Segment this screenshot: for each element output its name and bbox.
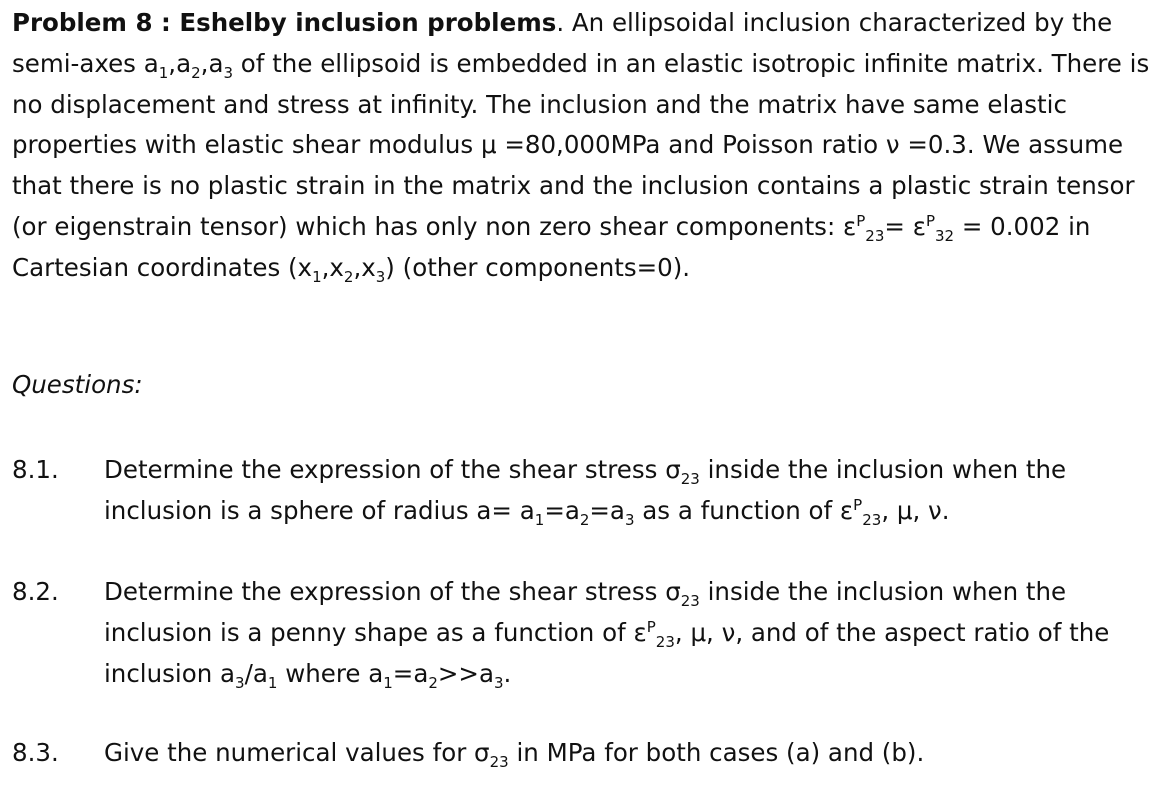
questions-heading: Questions:	[12, 370, 143, 399]
question-segment: >>a	[437, 658, 494, 688]
problem-text: ,x	[321, 252, 344, 282]
question-segment: in MPa for both cases (a) and (b).	[508, 738, 925, 767]
subscript: 23	[655, 632, 675, 651]
question-segment: , μ, ν, and of the aspect ratio of the inclusion a	[104, 617, 1110, 688]
problem-text: ) (other components=0).	[385, 252, 691, 282]
problem-text: = 0.002 in Cartesian coordinates (x	[12, 211, 1091, 282]
subscript: 23	[865, 226, 885, 245]
question-segment: Determine the expression of the shear stress σ	[104, 455, 681, 484]
subscript: 23	[489, 753, 509, 771]
problem-text: = ε	[884, 211, 926, 241]
question-text	[104, 733, 1170, 774]
superscript: P	[646, 617, 656, 636]
subscript: 23	[680, 592, 700, 610]
problem-text: ,a	[200, 48, 224, 78]
subscript: 23	[862, 510, 882, 529]
question-segment: , μ, ν.	[881, 495, 950, 525]
question-text	[104, 572, 1170, 694]
subscript: 3	[493, 673, 504, 692]
question-segment: =a	[589, 495, 625, 525]
subscript: 1	[383, 673, 393, 692]
question-number: 8.3.	[12, 738, 59, 767]
subscript: 3	[235, 673, 245, 692]
subscript: 23	[680, 470, 700, 488]
question-segment: /a	[244, 658, 268, 688]
problem-statement	[12, 0, 1170, 289]
problem-title: Problem 8 : Eshelby inclusion problems	[12, 8, 557, 37]
superscript: P	[856, 211, 866, 230]
question-number: 8.2.	[12, 577, 59, 606]
subscript: 2	[191, 63, 201, 82]
problem-text: ,x	[353, 252, 376, 282]
question-segment: =a	[544, 495, 580, 525]
subscript: 2	[343, 267, 354, 286]
superscript: P	[853, 495, 863, 514]
question-segment: .	[503, 658, 512, 688]
subscript: 1	[534, 510, 545, 529]
subscript: 3	[375, 267, 386, 286]
subscript: 1	[158, 63, 169, 82]
question-segment: =a	[392, 658, 429, 688]
problem-text: ,a	[168, 48, 192, 78]
question-segment: inside the inclusion when the inclusion is a penny shape as a function of ε	[104, 577, 1067, 647]
question-number: 8.1.	[12, 455, 59, 484]
question-segment: inside the inclusion when the inclusion is a sphere of radius a= a	[104, 455, 1067, 525]
question-text	[104, 450, 1170, 532]
question-segment: as a function of ε	[634, 495, 854, 525]
subscript: 2	[579, 510, 590, 529]
subscript: 3	[223, 63, 234, 82]
subscript: 1	[312, 267, 322, 286]
superscript: P	[925, 211, 935, 230]
problem-text: of the ellipsoid is embedded in an elastic isotropic infinite matrix. There is no displacement and stress at infinity. The inclusion and the matrix have same elastic properties with elastic shear modulus μ =80,000MPa and Poisson ratio ν =0.3. We assume that there is no plastic strain in the matrix and the inclusion contains a plastic strain tensor (or eigenstrain tensor) which has only non zero shear components: ε	[12, 48, 1150, 241]
subscript: 32	[934, 226, 955, 245]
question-segment: where a	[277, 658, 384, 688]
subscript: 1	[267, 673, 278, 692]
question-segment: Determine the expression of the shear stress σ	[104, 577, 681, 606]
question-segment: Give the numerical values for σ	[104, 738, 490, 767]
problem-text: . An ellipsoidal inclusion characterized by the semi-axes a	[12, 8, 1113, 78]
subscript: 2	[428, 673, 438, 692]
subscript: 3	[624, 510, 635, 529]
